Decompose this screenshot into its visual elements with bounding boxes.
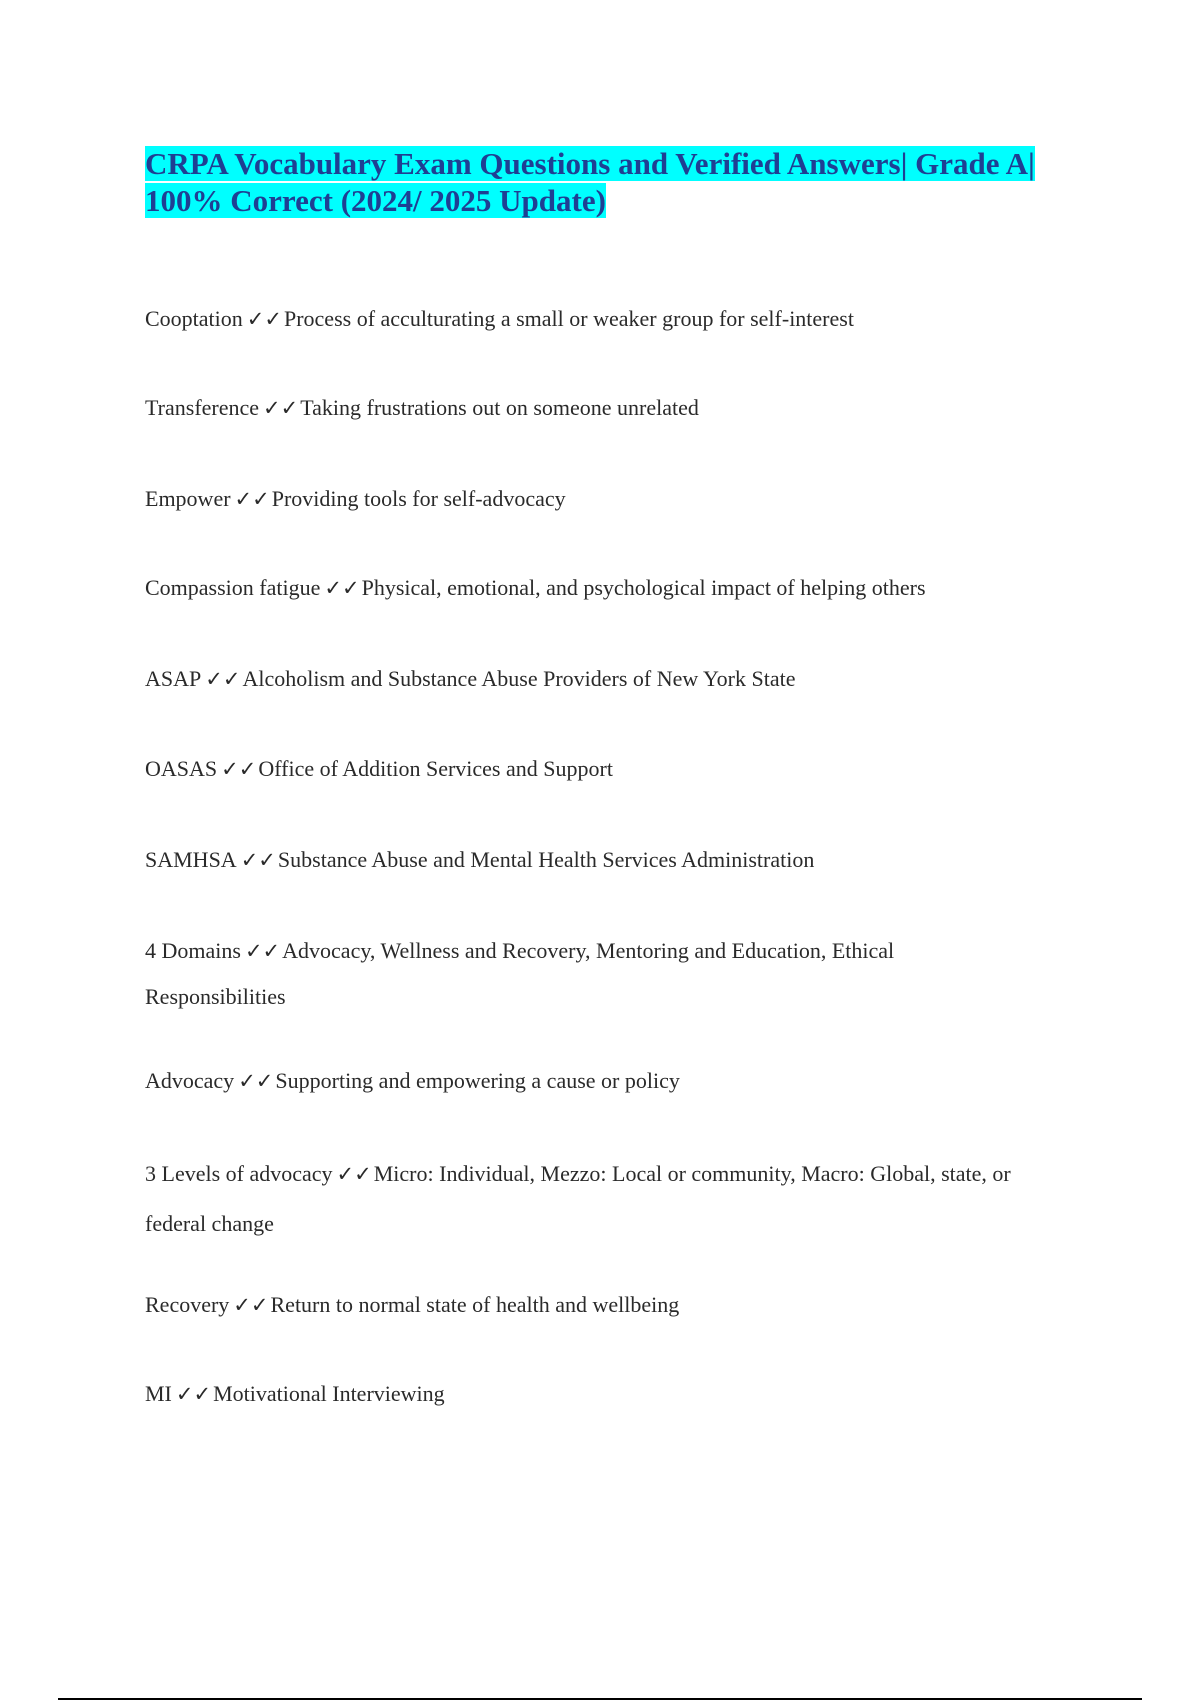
vocab-entry bbox=[145, 565, 1065, 611]
vocab-term: Cooptation bbox=[145, 306, 243, 331]
vocab-entry bbox=[145, 1058, 1065, 1104]
vocab-entry bbox=[145, 1149, 1035, 1248]
vocab-entry bbox=[145, 476, 1065, 522]
check-mark-icon: ✓✓ bbox=[246, 307, 282, 331]
check-mark-icon: ✓✓ bbox=[240, 848, 276, 872]
check-mark-icon: ✓✓ bbox=[233, 1293, 269, 1317]
check-mark-icon: ✓✓ bbox=[238, 1069, 274, 1093]
title-highlight: CRPA Vocabulary Exam Questions and Verified Answers| Grade A| 100% Correct (2024/ 2025 Update) bbox=[145, 146, 1035, 218]
vocab-term: ASAP bbox=[145, 666, 202, 691]
vocab-term: Compassion fatigue bbox=[145, 575, 321, 600]
vocab-term: SAMHSA bbox=[145, 847, 237, 872]
vocab-definition: Process of acculturating a small or weaker group for self-interest bbox=[283, 306, 854, 331]
vocab-definition: Advocacy, Wellness and Recovery, Mentoring and Education, Ethical Responsibilities bbox=[145, 938, 895, 1009]
vocab-term: MI bbox=[145, 1381, 172, 1406]
vocab-definition: Substance Abuse and Mental Health Services Administration bbox=[277, 847, 815, 872]
document-title bbox=[145, 145, 1065, 219]
vocab-entry bbox=[145, 385, 1065, 431]
vocab-term: Transference bbox=[145, 395, 260, 420]
vocab-definition: Providing tools for self-advocacy bbox=[271, 486, 566, 511]
vocab-entry bbox=[145, 1371, 1065, 1417]
check-mark-icon: ✓✓ bbox=[221, 757, 257, 781]
check-mark-icon: ✓✓ bbox=[324, 576, 360, 600]
vocab-term: Advocacy bbox=[145, 1068, 235, 1093]
check-mark-icon: ✓✓ bbox=[205, 667, 241, 691]
vocab-definition: Office of Addition Services and Support bbox=[258, 756, 613, 781]
vocab-definition: Supporting and empowering a cause or policy bbox=[275, 1068, 680, 1093]
vocab-definition: Motivational Interviewing bbox=[213, 1381, 445, 1406]
vocab-entry bbox=[145, 928, 925, 1020]
vocab-entry bbox=[145, 296, 1065, 342]
vocab-entry bbox=[145, 1282, 1065, 1328]
vocab-entry bbox=[145, 656, 1065, 702]
vocab-definition: Alcoholism and Substance Abuse Providers of New York State bbox=[242, 666, 796, 691]
check-mark-icon: ✓✓ bbox=[234, 487, 270, 511]
vocab-definition: Return to normal state of health and wellbeing bbox=[270, 1292, 680, 1317]
check-mark-icon: ✓✓ bbox=[263, 396, 299, 420]
vocab-term: 4 Domains bbox=[145, 938, 241, 963]
vocab-entry bbox=[145, 746, 1065, 792]
vocab-definition: Micro: Individual, Mezzo: Local or community, Macro: Global, state, or federal change bbox=[145, 1161, 1011, 1236]
vocab-definition: Physical, emotional, and psychological impact of helping others bbox=[361, 575, 926, 600]
vocab-entry bbox=[145, 837, 1065, 883]
vocab-term: Recovery bbox=[145, 1292, 230, 1317]
vocab-term: OASAS bbox=[145, 756, 218, 781]
vocab-term: Empower bbox=[145, 486, 231, 511]
vocab-term: 3 Levels of advocacy bbox=[145, 1161, 333, 1186]
check-mark-icon: ✓✓ bbox=[175, 1382, 212, 1406]
check-mark-icon: ✓✓ bbox=[336, 1162, 372, 1186]
check-mark-icon: ✓✓ bbox=[244, 939, 281, 963]
vocab-definition: Taking frustrations out on someone unrelated bbox=[300, 395, 699, 420]
